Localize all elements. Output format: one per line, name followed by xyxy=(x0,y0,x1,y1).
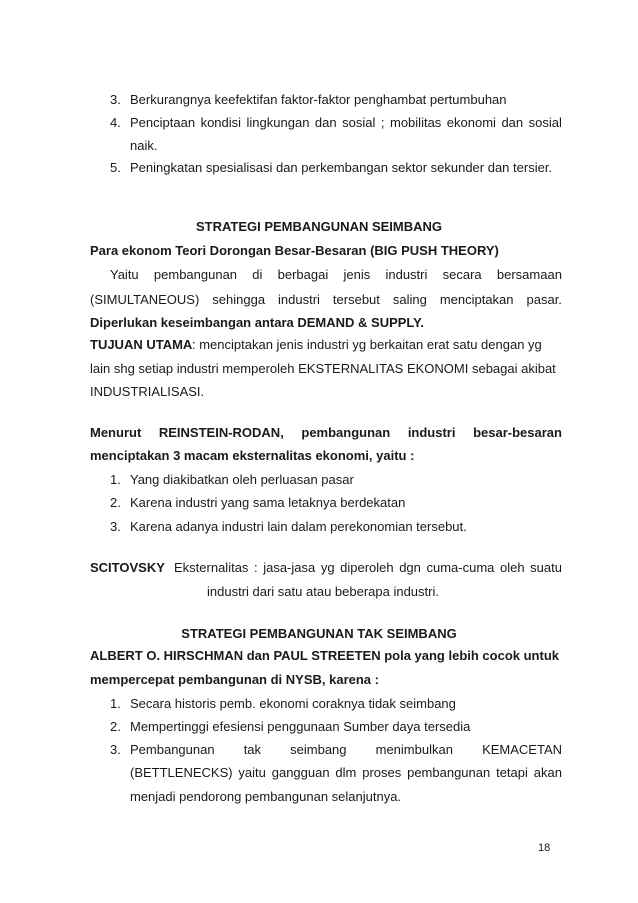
subheading: Para ekonom Teori Dorongan Besar-Besaran (BIG PUSH THEORY) xyxy=(90,243,499,258)
list-item: Berkurangnya keefektifan faktor-faktor penghambat pertumbuhan xyxy=(130,92,507,107)
word: sosial xyxy=(342,115,376,130)
word: menimbulkan xyxy=(375,742,453,757)
word: dlm xyxy=(335,765,357,780)
word: mobilitas xyxy=(390,115,442,130)
word: industri xyxy=(407,425,456,440)
paragraph-line xyxy=(90,292,562,308)
paragraph-line-bold: Diperlukan keseimbangan antara DEMAND & SUPPLY. xyxy=(90,315,425,330)
list-number: 3. xyxy=(110,742,121,757)
word: sosial xyxy=(528,115,562,130)
word: ; xyxy=(380,115,385,130)
scitovsky-label: SCITOVSKY xyxy=(90,560,165,575)
tujuan-label: TUJUAN UTAMA xyxy=(90,337,193,352)
word: Yaitu xyxy=(110,267,139,282)
word: secara xyxy=(442,267,482,282)
list-item xyxy=(130,115,562,131)
list-item-continuation: menjadi pendorong pembangunan selanjutnya. xyxy=(130,789,402,804)
list-item: Karena industri yang sama letaknya berdekatan xyxy=(130,495,406,510)
word: Pembangunan xyxy=(130,742,215,757)
section-heading: STRATEGI PEMBANGUNAN TAK SEIMBANG xyxy=(181,626,457,641)
list-item xyxy=(130,742,562,758)
word: yg xyxy=(320,560,335,575)
word: pembangunan xyxy=(153,267,238,282)
paragraph-line: lain shg setiap industri memperoleh EKSTERNALITAS EKONOMI sebagai akibat xyxy=(90,361,556,376)
word: dan xyxy=(501,115,524,130)
paragraph-line-bold: mempercepat pembangunan di NYSB, karena : xyxy=(90,672,379,687)
word: akan xyxy=(533,765,562,780)
word: REINSTEIN-RODAN, xyxy=(158,425,284,440)
section-heading: STRATEGI PEMBANGUNAN SEIMBANG xyxy=(195,219,443,234)
word: menciptakan xyxy=(439,292,514,307)
word: oleh xyxy=(499,560,525,575)
word: (SIMULTANEOUS) xyxy=(90,292,200,307)
word: pasar. xyxy=(526,292,562,307)
word: jasa-jasa xyxy=(263,560,316,575)
word: lingkungan xyxy=(246,115,310,130)
list-item-continuation xyxy=(130,765,562,781)
list-number: 2. xyxy=(110,719,121,734)
paragraph-line: INDUSTRIALISASI. xyxy=(90,384,205,399)
word: tak xyxy=(243,742,262,757)
word: tersebut xyxy=(332,292,380,307)
paragraph-line-bold: menciptakan 3 macam eksternalitas ekonomi, yaitu : xyxy=(90,448,415,463)
word: dgn xyxy=(399,560,421,575)
word: di xyxy=(252,267,263,282)
word: sehingga xyxy=(212,292,266,307)
word: industri xyxy=(278,292,320,307)
paragraph-line xyxy=(110,267,562,283)
word: bersamaan xyxy=(496,267,562,282)
word: pembangunan xyxy=(301,425,391,440)
word: industri xyxy=(385,267,428,282)
word: diperoleh xyxy=(340,560,394,575)
word: ekonomi xyxy=(446,115,496,130)
list-number: 5. xyxy=(110,160,121,175)
list-number: 1. xyxy=(110,696,121,711)
list-item: Secara historis pemb. ekonomi coraknya tidak seimbang xyxy=(130,696,456,711)
word: kondisi xyxy=(200,115,242,130)
word: gangguan xyxy=(271,765,330,780)
word: saling xyxy=(392,292,427,307)
paragraph-line: industri dari satu atau beberapa industri. xyxy=(207,584,439,599)
list-item: Mempertinggi efesiensi penggunaan Sumber daya tersedia xyxy=(130,719,471,734)
list-item-continuation: naik. xyxy=(130,138,158,153)
word: berbagai xyxy=(277,267,329,282)
list-number: 3. xyxy=(110,519,121,534)
word: Eksternalitas xyxy=(174,560,249,575)
word: (BETTLENECKS) xyxy=(130,765,233,780)
word: yaitu xyxy=(238,765,266,780)
paragraph-line-bold: ALBERT O. HIRSCHMAN dan PAUL STREETEN pola yang lebih cocok untuk xyxy=(90,648,559,663)
list-number: 4. xyxy=(110,115,121,130)
list-item: Peningkatan spesialisasi dan perkembangan sektor sekunder dan tersier. xyxy=(130,160,553,175)
tujuan-text: : menciptakan jenis industri yg berkaitan erat satu dengan yg xyxy=(192,337,542,352)
word: proses xyxy=(362,765,402,780)
list-item: Karena adanya industri lain dalam perekonomian tersebut. xyxy=(130,519,467,534)
list-number: 3. xyxy=(110,92,121,107)
paragraph-line xyxy=(174,560,562,576)
list-item: Yang diakibatkan oleh perluasan pasar xyxy=(130,472,354,487)
word: KEMACETAN xyxy=(482,742,562,757)
paragraph-line-bold xyxy=(90,425,562,441)
word: cuma-cuma xyxy=(426,560,495,575)
word: suatu xyxy=(530,560,562,575)
word: Penciptaan xyxy=(130,115,196,130)
word: pembangunan xyxy=(407,765,491,780)
word: besar-besaran xyxy=(473,425,562,440)
list-number: 2. xyxy=(110,495,121,510)
word: tetapi xyxy=(496,765,528,780)
word: seimbang xyxy=(290,742,347,757)
word: : xyxy=(254,560,258,575)
word: jenis xyxy=(343,267,371,282)
word: Menurut xyxy=(90,425,142,440)
list-number: 1. xyxy=(110,472,121,487)
page-number: 18 xyxy=(538,842,551,854)
word: dan xyxy=(314,115,337,130)
